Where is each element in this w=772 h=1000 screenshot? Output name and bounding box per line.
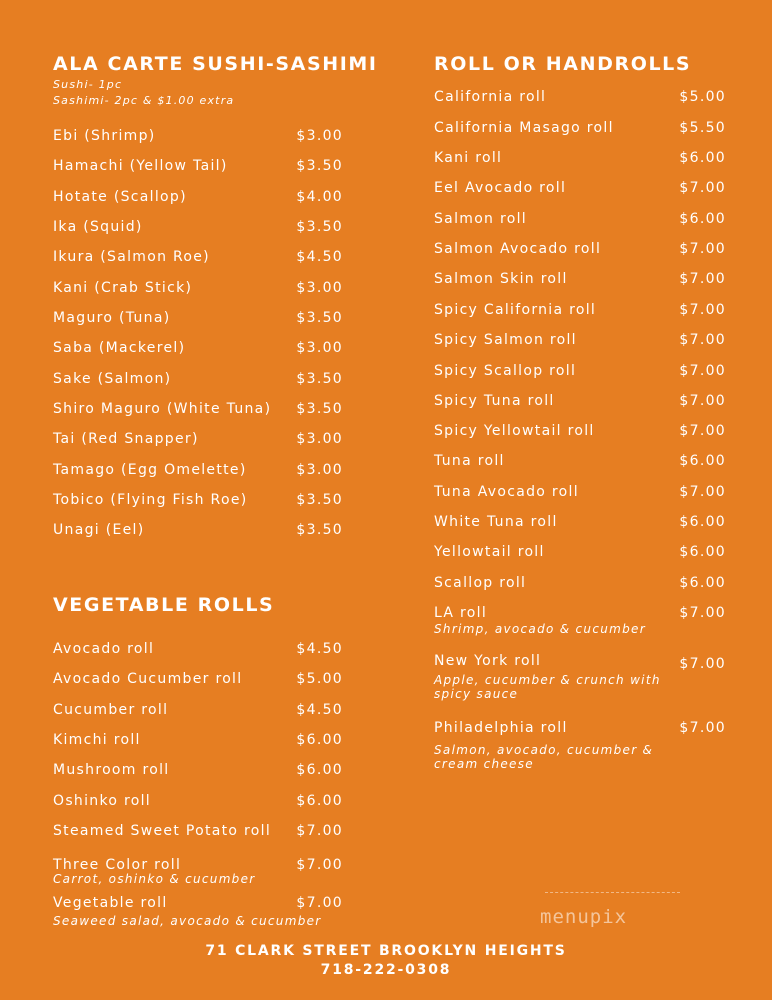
menu-item-price: $7.00 [679, 605, 726, 621]
menu-item-name: Oshinko roll [53, 793, 151, 809]
menu-item-name: Tai (Red Snapper) [53, 431, 199, 447]
sashimi-note: Sashimi- 2pc & $1.00 extra [53, 94, 235, 107]
menu-item-price: $3.50 [296, 219, 343, 235]
sushi-note: Sushi- 1pc [53, 78, 123, 91]
menu-item-description: spicy sauce [434, 687, 519, 701]
menu-item-name: Yellowtail roll [434, 544, 545, 560]
menu-item [53, 308, 343, 328]
menu-item [53, 369, 343, 389]
menu-item-name: Tuna roll [434, 453, 505, 469]
menu-item-name: Salmon Avocado roll [434, 241, 602, 257]
menu-item-name: Ikura (Salmon Roe) [53, 249, 210, 265]
menu-item [434, 239, 726, 259]
menu-item-price: $3.00 [296, 340, 343, 356]
menu-item-name: Steamed Sweet Potato roll [53, 823, 272, 839]
menu-item-price: $7.00 [679, 720, 726, 736]
menu-item-price: $7.00 [679, 332, 726, 348]
menu-item [434, 269, 726, 289]
menu-item-name: Vegetable roll [53, 895, 168, 911]
menu-item-price: $6.00 [679, 211, 726, 227]
menu-item-name: Ebi (Shrimp) [53, 128, 156, 144]
menu-item-price: $7.00 [296, 823, 343, 839]
menu-item-price: $4.50 [296, 702, 343, 718]
menu-item-name: Mushroom roll [53, 762, 170, 778]
menu-item [434, 603, 726, 636]
menu-item-price: $6.00 [679, 150, 726, 166]
menu-item-price: $5.00 [679, 89, 726, 105]
menu-item-price: $7.00 [296, 857, 343, 873]
menu-item [53, 520, 343, 540]
menu-item-name: Maguro (Tuna) [53, 310, 171, 326]
menu-item-name: LA roll [434, 605, 488, 621]
menu-item-price: $7.00 [679, 423, 726, 439]
menu-item-name: Three Color roll [53, 857, 182, 873]
menu-item-price: $6.00 [296, 793, 343, 809]
menu-item-name: Cucumber roll [53, 702, 169, 718]
menu-item [53, 399, 343, 419]
menu-item-price: $6.00 [679, 453, 726, 469]
menu-item-name: Ika (Squid) [53, 219, 143, 235]
menu-item-price: $7.00 [679, 363, 726, 379]
menu-item-price: $6.00 [679, 544, 726, 560]
menu-item-description: Carrot, oshinko & cucumber [53, 872, 256, 886]
menu-item-name: Spicy Salmon roll [434, 332, 577, 348]
menu-item-description: Seaweed salad, avocado & cucumber [53, 914, 322, 928]
menu-item-name: Spicy California roll [434, 302, 597, 318]
menu-item [53, 821, 343, 841]
menu-item-price: $6.00 [679, 514, 726, 530]
menu-item [53, 855, 343, 886]
menu-item-price: $3.50 [296, 310, 343, 326]
menu-item-price: $7.00 [679, 271, 726, 287]
menu-item-name: Unagi (Eel) [53, 522, 145, 538]
menu-item-price: $3.50 [296, 492, 343, 508]
menu-item-name: Kimchi roll [53, 732, 141, 748]
menu-item-name: Tamago (Egg Omelette) [53, 462, 247, 478]
menu-item-name: Spicy Tuna roll [434, 393, 555, 409]
menu-item [434, 300, 726, 320]
menu-item [53, 760, 343, 780]
menu-item [434, 573, 726, 593]
menu-item-name: Scallop roll [434, 575, 527, 591]
menu-item-name: Shiro Maguro (White Tuna) [53, 401, 272, 417]
rolls-section-title: ROLL OR HANDROLLS [434, 53, 692, 75]
menu-item-name: Spicy Scallop roll [434, 363, 577, 379]
menu-item [434, 178, 726, 198]
menu-item-name: Avocado roll [53, 641, 155, 657]
menu-item-price: $3.00 [296, 128, 343, 144]
menu-item [53, 187, 343, 207]
menu-item-price: $7.00 [679, 302, 726, 318]
menu-item [434, 87, 726, 107]
menu-item-name: Salmon Skin roll [434, 271, 568, 287]
menu-item-name: Spicy Yellowtail roll [434, 423, 595, 439]
menu-item [53, 669, 343, 689]
menu-item [53, 126, 343, 146]
restaurant-phone: 718-222-0308 [320, 962, 452, 978]
menu-item-price: $4.50 [296, 641, 343, 657]
menu-item-price: $7.00 [296, 895, 343, 911]
menu-item [434, 542, 726, 562]
menu-item-description: Salmon, avocado, cucumber & [434, 743, 654, 757]
menu-item-price: $6.00 [296, 732, 343, 748]
menu-item [434, 391, 726, 411]
menu-item [434, 651, 726, 701]
menu-item-name: Sake (Salmon) [53, 371, 172, 387]
menu-item [434, 482, 726, 502]
menu-item-name: California roll [434, 89, 547, 105]
menu-item-name: White Tuna roll [434, 514, 558, 530]
menu-item-name: Tobico (Flying Fish Roe) [53, 492, 248, 508]
menu-item [434, 421, 726, 441]
menu-item-name: Hotate (Scallop) [53, 189, 187, 205]
menu-item [434, 451, 726, 471]
restaurant-address: 71 CLARK STREET BROOKLYN HEIGHTS [205, 943, 567, 959]
menu-item [53, 429, 343, 449]
menu-item-name: Tuna Avocado roll [434, 484, 579, 500]
menu-item [53, 730, 343, 750]
menu-item [53, 700, 343, 720]
sushi-section-title: ALA CARTE SUSHI-SASHIMI [53, 53, 378, 75]
menu-item [53, 893, 343, 928]
menu-item-name: Avocado Cucumber roll [53, 671, 243, 687]
menu-item-description: Shrimp, avocado & cucumber [434, 622, 646, 636]
menu-item [434, 330, 726, 350]
menu-item-name: Saba (Mackerel) [53, 340, 186, 356]
menu-item-price: $7.00 [679, 241, 726, 257]
menu-item [53, 217, 343, 237]
menu-item-price: $3.00 [296, 462, 343, 478]
menu-item [53, 460, 343, 480]
menu-item [53, 156, 343, 176]
menu-item-price: $4.50 [296, 249, 343, 265]
menu-item-name: California Masago roll [434, 120, 614, 136]
menu-item-price: $3.50 [296, 158, 343, 174]
menu-item-price: $6.00 [679, 575, 726, 591]
menu-item [53, 338, 343, 358]
menu-item-price: $3.50 [296, 371, 343, 387]
menu-item [434, 512, 726, 532]
menu-item-price: $7.00 [679, 393, 726, 409]
menu-item-price: $5.00 [296, 671, 343, 687]
menu-item-name: Kani (Crab Stick) [53, 280, 193, 296]
menu-item-name: Salmon roll [434, 211, 527, 227]
menu-item-price: $7.00 [679, 180, 726, 196]
menu-item-price: $7.00 [679, 656, 726, 672]
menu-item-price: $3.00 [296, 280, 343, 296]
menu-item-price: $6.00 [296, 762, 343, 778]
watermark-divider [545, 892, 680, 893]
menu-item [53, 247, 343, 267]
menu-item-price: $3.50 [296, 401, 343, 417]
menu-item [434, 361, 726, 381]
menu-item [434, 718, 726, 771]
menu-item-name: New York roll [434, 653, 542, 669]
menu-item-description: Apple, cucumber & crunch with [434, 673, 661, 687]
menu-item [53, 639, 343, 659]
menu-item [434, 148, 726, 168]
menu-item-description: cream cheese [434, 757, 534, 771]
menu-item-price: $4.00 [296, 189, 343, 205]
vegetable-section-title: VEGETABLE ROLLS [53, 594, 275, 616]
menupix-watermark-logo: menupix [540, 906, 628, 928]
menu-item-name: Kani roll [434, 150, 503, 166]
menu-item [53, 490, 343, 510]
menu-item [53, 791, 343, 811]
menu-item-price: $5.50 [679, 120, 726, 136]
menu-item [53, 278, 343, 298]
menu-item-price: $7.00 [679, 484, 726, 500]
menu-item-name: Hamachi (Yellow Tail) [53, 158, 228, 174]
menu-item-name: Philadelphia roll [434, 720, 568, 736]
menu-item [434, 209, 726, 229]
menu-item-name: Eel Avocado roll [434, 180, 567, 196]
menu-item [434, 118, 726, 138]
menu-item-price: $3.50 [296, 522, 343, 538]
menu-item-price: $3.00 [296, 431, 343, 447]
